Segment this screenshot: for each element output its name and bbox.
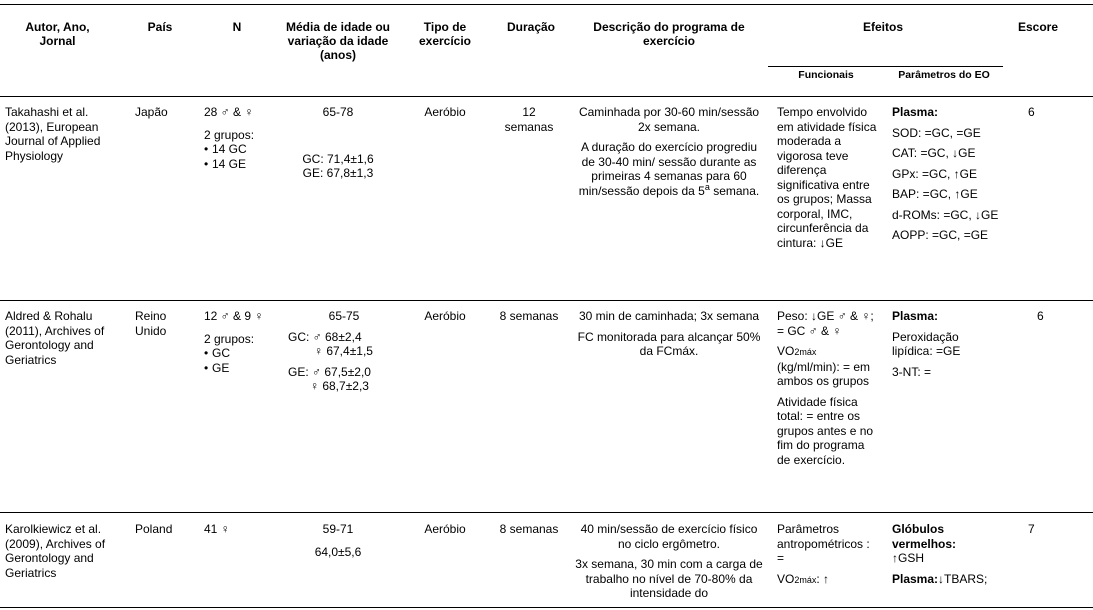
n-total: 28 ♂ & ♀	[204, 105, 254, 119]
desc-para-2: A duração do exercício progrediu de 30-40 min/ sessão durante as primeiras 4 semanas para 60 min/sessão depois da 5$^a$ semana.	[578, 140, 760, 198]
param-item: BAP: =GC, ↑GE	[892, 187, 978, 201]
idade-media: 64,0±5,6	[314, 544, 362, 559]
row2-tipo: Aeróbio	[424, 309, 466, 323]
row3-parametros	[892, 522, 1002, 586]
row1-n	[204, 105, 274, 171]
header-descricao: Descrição do programa de exercício	[593, 20, 745, 48]
param-item: d-ROMs: =GC, ↓GE	[892, 207, 999, 222]
efeitos-sub-rule	[768, 66, 1003, 67]
n-group-list	[204, 142, 274, 171]
param-title: Plasma:	[892, 309, 939, 323]
row1-bottom-rule	[0, 300, 1093, 301]
n-group-item: • GE	[204, 361, 270, 376]
row3-autor: Karolkiewicz et al. (2009), Archives of Gerontology and Geriatrics	[5, 522, 106, 580]
idade-ge-m: GE: ♂ 67,5±2,0	[288, 364, 371, 379]
row1-idade	[282, 105, 394, 181]
n-grupos: 2 grupos:	[204, 331, 255, 346]
idade-gc-f: ♀ 67,4±1,5	[314, 344, 373, 358]
row3-duracao: 8 semanas	[499, 522, 559, 536]
idade-gc-m: GC: ♂ 68±2,4	[288, 329, 362, 344]
row2-autor: Aldred & Rohalu (2011), Archives of Gerontology and Geriatrics	[5, 309, 105, 367]
n-group-item: • 14 GE	[204, 157, 274, 172]
desc-para-1: Caminhada por 30-60 min/sessão 2x semana.	[578, 105, 760, 134]
row1-parametros	[892, 105, 1002, 243]
header-parametros: Parâmetros do EO	[898, 69, 990, 81]
header-pais: País	[147, 20, 173, 34]
row2-descricao	[575, 309, 763, 359]
row2-idade	[288, 309, 400, 394]
row3-escore: 7	[1028, 522, 1035, 536]
row1-pais: Japão	[135, 105, 168, 119]
row2-pais: Reino Unido	[135, 309, 167, 338]
row1-funcionais: Tempo envolvido em atividade física moderada a vigorosa teve diferença significativa entre os grupos; Massa corporal, IMC, circunferência da cintura: ↓GE	[777, 105, 877, 250]
desc-para-1: 30 min de caminhada; 3x semana	[578, 309, 760, 323]
param-item: GPx: =GC, ↑GE	[892, 166, 978, 181]
row2-bottom-rule	[0, 512, 1093, 513]
row1-descricao	[575, 105, 763, 198]
func-peso: Peso: ↓GE ♂ & ♀; = GC ♂ & ♀	[777, 309, 874, 338]
param-item: ↑GSH	[892, 551, 925, 565]
param-item: AOPP: =GC, =GE	[892, 228, 989, 242]
param-item: Peroxidação lipídica: =GE	[892, 329, 961, 358]
header-escore: Escore	[1017, 20, 1059, 34]
row2-n	[204, 309, 270, 375]
header-media: Média de idade ou variação da idade (anos)	[285, 20, 390, 62]
row3-tipo: Aeróbio	[424, 522, 466, 536]
header-n: N	[232, 20, 242, 34]
header-efeitos: Efeitos	[862, 20, 903, 34]
n-grupos: 2 grupos:	[204, 127, 255, 142]
param-item: CAT: =GC, ↓GE	[892, 146, 976, 160]
idade-range: 59-71	[322, 522, 354, 536]
row1-duracao: 12 semanas	[504, 105, 554, 134]
desc-para-2: FC monitorada para alcançar 50% da FCmáx.	[577, 329, 761, 358]
n-group-item: • 14 GC	[204, 142, 274, 157]
param-title: Plasma:	[892, 105, 939, 119]
row3-descricao	[575, 522, 763, 601]
header-tipo: Tipo de exercício	[418, 20, 472, 48]
header-autor: Autor, Ano, Jornal	[25, 20, 90, 48]
row1-autor: Takahashi et al. (2013), European Journal of Applied Physiology	[5, 105, 101, 163]
row2-duracao: 8 semanas	[499, 309, 559, 323]
header-funcionais: Funcionais	[798, 69, 854, 81]
idade-range: 65-78	[322, 105, 354, 119]
header-bottom-rule	[0, 96, 1093, 97]
param-item: 3-NT: =	[892, 364, 932, 379]
param-item: SOD: =GC, =GE	[892, 125, 981, 140]
n-group-list	[204, 346, 270, 375]
row3-pais: Poland	[135, 522, 173, 536]
desc-para-2: 3x semana, 30 min com a carga de trabalho no nível de 70-80% da intensidade do	[575, 557, 763, 600]
idade-ge-f: ♀ 68,7±2,3	[310, 379, 369, 393]
row3-idade	[282, 522, 394, 559]
n-total: 12 ♂ & 9 ♀	[204, 309, 264, 323]
row1-tipo: Aeróbio	[424, 105, 466, 119]
func-vo2: VO2máx: ↑	[777, 571, 830, 586]
func-antropometricos: Parâmetros antropométricos : =	[777, 522, 870, 565]
desc-para-1: 40 min/sessão de exercício físico no ciclo ergômetro.	[580, 522, 758, 551]
idade-ge: GE: 67,8±1,3	[302, 166, 374, 180]
bottom-rule	[0, 607, 1093, 608]
idade-gc: GC: 71,4±1,6	[302, 151, 374, 166]
row2-escore: 6	[1037, 309, 1044, 323]
func-vo2: VO2máx (kg/ml/min): = em ambos os grupos	[777, 344, 871, 388]
n-group-item: • GC	[204, 346, 270, 361]
top-rule	[0, 4, 1093, 5]
row3-n: 41 ♀	[204, 522, 230, 536]
func-atividade: Atividade física total: = entre os grupos antes e no fim do programa de exercício.	[777, 394, 874, 467]
param-title: Glóbulos vermelhos:	[892, 522, 957, 551]
row1-escore: 6	[1028, 105, 1035, 119]
row3-funcionais	[777, 522, 877, 587]
header-duracao: Duração	[506, 20, 556, 34]
param-item-plasma: Plasma:↓TBARS;	[892, 571, 988, 586]
idade-range: 65-75	[328, 309, 360, 323]
row2-parametros	[892, 309, 1002, 379]
row2-funcionais	[777, 309, 877, 467]
